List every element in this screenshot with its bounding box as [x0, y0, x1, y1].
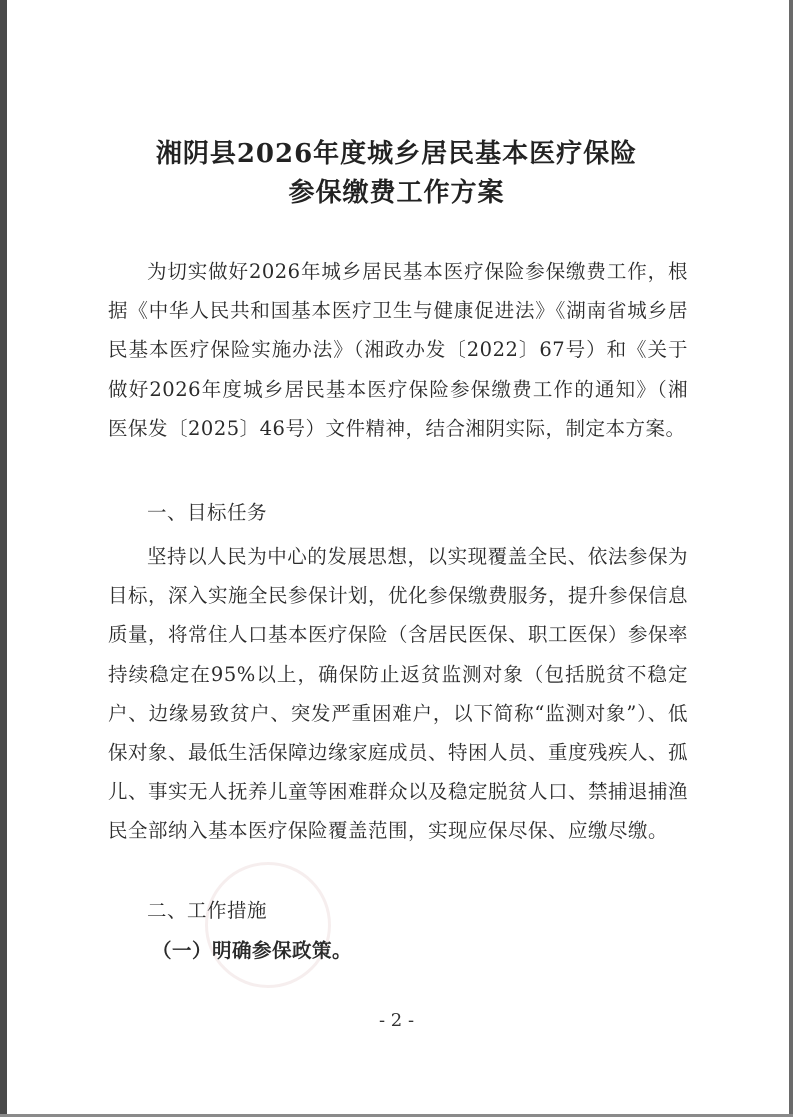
section1-paragraph: 坚持以人民为中心的发展思想，以实现覆盖全民、依法参保为目标，深入实施全民参保计划，优化参保缴费服务，提升参保信息质量，将常住人口基本医疗保险（含居民医保、职工医保）参保率持续稳定在95%以上，确保防止返贫监测对象（包括脱贫不稳定户、边缘易致贫户、突发严重困难户，以下简称“监测对象”）、低保对象、最低生活保障边缘家庭成员、特困人员、重度残疾人、孤儿、事实无人抚养儿童等困难群众以及稳定脱贫人口、禁捕退捕渔民全部纳入基本医疗保险覆盖范围，实现应保尽保、应缴尽缴。 [108, 545, 689, 843]
document-title-line1: 湘阴县2026年度城乡居民基本医疗保险 [155, 139, 638, 169]
document-title-line2: 参保缴费工作方案 [288, 178, 505, 208]
page-number: - 2 - [378, 1010, 415, 1031]
section1-heading: 一、目标任务 [147, 501, 268, 524]
subsection1-heading: （一）明确参保政策。 [152, 939, 353, 962]
intro-paragraph: 为切实做好2026年城乡居民基本医疗保险参保缴费工作，根据《中华人民共和国基本医疗卫生与健康促进法》《湖南省城乡居民基本医疗保险实施办法》（湘政办发〔2022〕67号）和《关于做好2026年度城乡居民基本医疗保险参保缴费工作的通知》（湘医保发〔2025〕46号）文件精神，结合湘阴实际，制定本方案。 [108, 260, 688, 440]
faint-seal-stamp [205, 862, 331, 988]
section2-heading: 二、工作措施 [147, 899, 268, 922]
